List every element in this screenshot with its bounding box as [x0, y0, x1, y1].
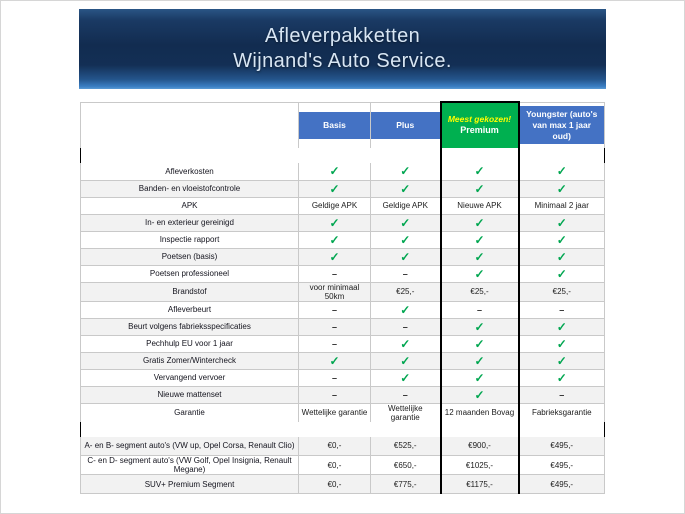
cell-premium: [441, 301, 519, 318]
table-row: [81, 335, 605, 352]
dash-icon: –: [559, 389, 565, 400]
cell-text: Wettelijke garantie: [387, 403, 423, 422]
cell-basis: [299, 369, 371, 386]
corner-cell: [81, 102, 299, 148]
dash-icon: –: [331, 321, 337, 332]
cell-youngster: [519, 197, 605, 214]
cell-youngster: [519, 231, 605, 248]
check-icon: ✓: [329, 232, 340, 247]
cell-text: Geldige APK: [382, 201, 428, 210]
row-label: Pechhulp EU voor 1 jaar: [81, 335, 299, 352]
cell-text: voor minimaal 50km: [309, 282, 360, 301]
spacer-cell: [299, 148, 371, 163]
cell-premium: [441, 386, 519, 403]
check-icon: ✓: [556, 164, 567, 179]
cell-plus: [371, 352, 441, 369]
row-label: C- en D- segment auto's (VW Golf, Opel Insignia, Renault Megane): [81, 456, 299, 475]
cell-basis: [299, 282, 371, 301]
cell-text: €25,-: [470, 287, 489, 296]
cell-basis: [299, 437, 371, 456]
row-label: Banden- en vloeistofcontrole: [81, 180, 299, 197]
cell-youngster: [519, 265, 605, 282]
dash-icon: –: [402, 321, 408, 332]
cell-youngster: [519, 335, 605, 352]
row-label: Brandstof: [81, 282, 299, 301]
row-label: Inspectie rapport: [81, 231, 299, 248]
cell-youngster: [519, 180, 605, 197]
row-label: Gratis Zomer/Wintercheck: [81, 352, 299, 369]
cell-youngster: [519, 301, 605, 318]
table-row: [81, 180, 605, 197]
cell-premium: [441, 318, 519, 335]
header-row: [81, 102, 605, 148]
cell-plus: [371, 335, 441, 352]
row-label: Poetsen professioneel: [81, 265, 299, 282]
row-label: In- en exterieur gereinigd: [81, 214, 299, 231]
cell-basis: [299, 352, 371, 369]
cell-youngster: [519, 456, 605, 475]
table-row: [81, 475, 605, 494]
check-icon: ✓: [400, 181, 411, 196]
check-icon: ✓: [400, 164, 411, 179]
cell-premium: [441, 180, 519, 197]
cell-text: 12 maanden Bovag: [444, 408, 515, 417]
table-row: [81, 301, 605, 318]
column-header-premium: [441, 102, 519, 148]
check-icon: ✓: [329, 215, 340, 230]
cell-text: €495,-: [550, 479, 574, 489]
spacer-row: [81, 422, 605, 437]
table-row: [81, 231, 605, 248]
row-label: A- en B- segment auto's (VW up, Opel Corsa, Renault Clio): [81, 437, 299, 456]
cell-plus: [371, 231, 441, 248]
check-icon: ✓: [556, 181, 567, 196]
dash-icon: –: [331, 389, 337, 400]
table-row: [81, 456, 605, 475]
cell-text: Nieuwe APK: [457, 201, 502, 210]
cell-text: €25,-: [396, 287, 415, 296]
cell-plus: [371, 282, 441, 301]
cell-text: €525,-: [393, 441, 417, 451]
dash-icon: –: [402, 268, 408, 279]
row-label: Nieuwe mattenset: [81, 386, 299, 403]
check-icon: ✓: [474, 353, 485, 368]
cell-premium: [441, 282, 519, 301]
most-chosen-badge: Meest gekozen!: [447, 114, 512, 125]
check-icon: ✓: [474, 181, 485, 196]
cell-plus: [371, 197, 441, 214]
check-icon: ✓: [474, 319, 485, 334]
cell-text: €1175,-: [466, 479, 493, 489]
cell-plus: [371, 214, 441, 231]
banner-title-line1: Afleverpakketten: [264, 25, 421, 47]
check-icon: ✓: [400, 336, 411, 351]
row-label: Poetsen (basis): [81, 248, 299, 265]
column-label: Plus: [371, 112, 440, 139]
cell-plus: [371, 386, 441, 403]
cell-premium: [441, 231, 519, 248]
check-icon: ✓: [474, 215, 485, 230]
spacer-cell: [81, 148, 299, 163]
cell-basis: [299, 301, 371, 318]
cell-plus: [371, 265, 441, 282]
check-icon: ✓: [400, 215, 411, 230]
cell-plus: [371, 369, 441, 386]
cell-premium: [441, 437, 519, 456]
cell-youngster: [519, 248, 605, 265]
cell-premium: [441, 369, 519, 386]
cell-basis: [299, 265, 371, 282]
cell-plus: [371, 318, 441, 335]
cell-text: €650,-: [393, 460, 417, 470]
cell-youngster: [519, 318, 605, 335]
cell-plus: [371, 180, 441, 197]
cell-premium: [441, 214, 519, 231]
check-icon: ✓: [474, 164, 485, 179]
cell-plus: [371, 456, 441, 475]
row-label: Afleverbeurt: [81, 301, 299, 318]
banner-title-line2: Wijnand's Auto Service.: [233, 50, 452, 72]
check-icon: ✓: [556, 232, 567, 247]
column-label: Basis: [299, 112, 370, 139]
cell-text: €1025,-: [465, 460, 494, 470]
check-icon: ✓: [400, 353, 411, 368]
cell-text: Geldige APK: [311, 201, 358, 210]
table-row: [81, 282, 605, 301]
row-label: APK: [81, 197, 299, 214]
package-comparison-table: [80, 101, 605, 494]
cell-plus: [371, 301, 441, 318]
cell-text: Minimaal 2 jaar: [534, 201, 589, 210]
title-banner: [79, 9, 606, 89]
table-row: [81, 352, 605, 369]
cell-text: €0,-: [327, 441, 342, 451]
cell-plus: [371, 403, 441, 422]
table-row: [81, 248, 605, 265]
table-row: [81, 318, 605, 335]
cell-basis: [299, 335, 371, 352]
cell-basis: [299, 248, 371, 265]
cell-basis: [299, 163, 371, 180]
dash-icon: –: [476, 304, 482, 315]
cell-basis: [299, 403, 371, 422]
cell-basis: [299, 231, 371, 248]
cell-premium: [441, 456, 519, 475]
check-icon: ✓: [329, 249, 340, 264]
check-icon: ✓: [556, 370, 567, 385]
table-row: [81, 214, 605, 231]
cell-premium: [441, 403, 519, 422]
spacer-row: [81, 148, 605, 163]
spacer-cell: [371, 422, 441, 437]
check-icon: ✓: [474, 266, 485, 281]
dash-icon: –: [331, 268, 337, 279]
cell-premium: [441, 335, 519, 352]
row-label: Afleverkosten: [81, 163, 299, 180]
column-label: Premium: [460, 125, 499, 136]
row-label: Garantie: [81, 403, 299, 422]
check-icon: ✓: [474, 232, 485, 247]
cell-youngster: [519, 352, 605, 369]
row-label: Vervangend vervoer: [81, 369, 299, 386]
row-label: SUV+ Premium Segment: [81, 475, 299, 494]
check-icon: ✓: [400, 302, 411, 317]
cell-premium: [441, 475, 519, 494]
table-row: [81, 403, 605, 422]
cell-plus: [371, 437, 441, 456]
column-label: Youngster (auto's van max 1 jaar oud): [520, 106, 605, 144]
table-row: [81, 437, 605, 456]
table-row: [81, 369, 605, 386]
cell-premium: [441, 163, 519, 180]
cell-youngster: [519, 403, 605, 422]
check-icon: ✓: [474, 387, 485, 402]
cell-basis: [299, 214, 371, 231]
spacer-cell: [81, 422, 299, 437]
column-header-basis: [299, 102, 371, 148]
check-icon: ✓: [556, 319, 567, 334]
table-row: [81, 197, 605, 214]
dash-icon: –: [402, 389, 408, 400]
check-icon: ✓: [556, 336, 567, 351]
cell-youngster: [519, 437, 605, 456]
dash-icon: –: [331, 304, 337, 315]
spacer-cell: [441, 148, 519, 163]
table-row: [81, 265, 605, 282]
check-icon: ✓: [400, 232, 411, 247]
table-row: [81, 386, 605, 403]
cell-basis: [299, 456, 371, 475]
table-body: [81, 148, 605, 494]
cell-youngster: [519, 386, 605, 403]
cell-text: €775,-: [393, 479, 417, 489]
cell-text: €0,-: [327, 460, 342, 470]
cell-youngster: [519, 282, 605, 301]
cell-text: €495,-: [550, 441, 574, 451]
check-icon: ✓: [400, 249, 411, 264]
cell-youngster: [519, 369, 605, 386]
check-icon: ✓: [400, 370, 411, 385]
column-header-youngster: [519, 102, 605, 148]
cell-premium: [441, 265, 519, 282]
check-icon: ✓: [556, 249, 567, 264]
row-label: Beurt volgens fabrieksspecificaties: [81, 318, 299, 335]
table-row: [81, 163, 605, 180]
cell-basis: [299, 386, 371, 403]
check-icon: ✓: [329, 164, 340, 179]
spacer-cell: [299, 422, 371, 437]
cell-text: Fabrieksgarantie: [531, 408, 592, 417]
check-icon: ✓: [474, 249, 485, 264]
check-icon: ✓: [329, 181, 340, 196]
cell-text: Wettelijke garantie: [301, 408, 368, 417]
spacer-cell: [519, 148, 605, 163]
cell-basis: [299, 197, 371, 214]
cell-text: €25,-: [552, 287, 571, 296]
dash-icon: –: [331, 372, 337, 383]
check-icon: ✓: [474, 336, 485, 351]
check-icon: ✓: [474, 370, 485, 385]
check-icon: ✓: [556, 215, 567, 230]
check-icon: ✓: [556, 353, 567, 368]
check-icon: ✓: [556, 266, 567, 281]
cell-plus: [371, 475, 441, 494]
cell-premium: [441, 248, 519, 265]
cell-youngster: [519, 163, 605, 180]
check-icon: ✓: [329, 353, 340, 368]
column-header-plus: [371, 102, 441, 148]
dash-icon: –: [331, 338, 337, 349]
spacer-cell: [519, 422, 605, 437]
spacer-cell: [371, 148, 441, 163]
cell-youngster: [519, 214, 605, 231]
dash-icon: –: [559, 304, 565, 315]
cell-basis: [299, 318, 371, 335]
cell-plus: [371, 163, 441, 180]
cell-plus: [371, 248, 441, 265]
cell-youngster: [519, 475, 605, 494]
spacer-cell: [441, 422, 519, 437]
cell-premium: [441, 197, 519, 214]
cell-text: €900,-: [468, 441, 491, 451]
cell-basis: [299, 475, 371, 494]
cell-text: €0,-: [327, 479, 342, 489]
cell-basis: [299, 180, 371, 197]
cell-text: €495,-: [550, 460, 574, 470]
cell-premium: [441, 352, 519, 369]
